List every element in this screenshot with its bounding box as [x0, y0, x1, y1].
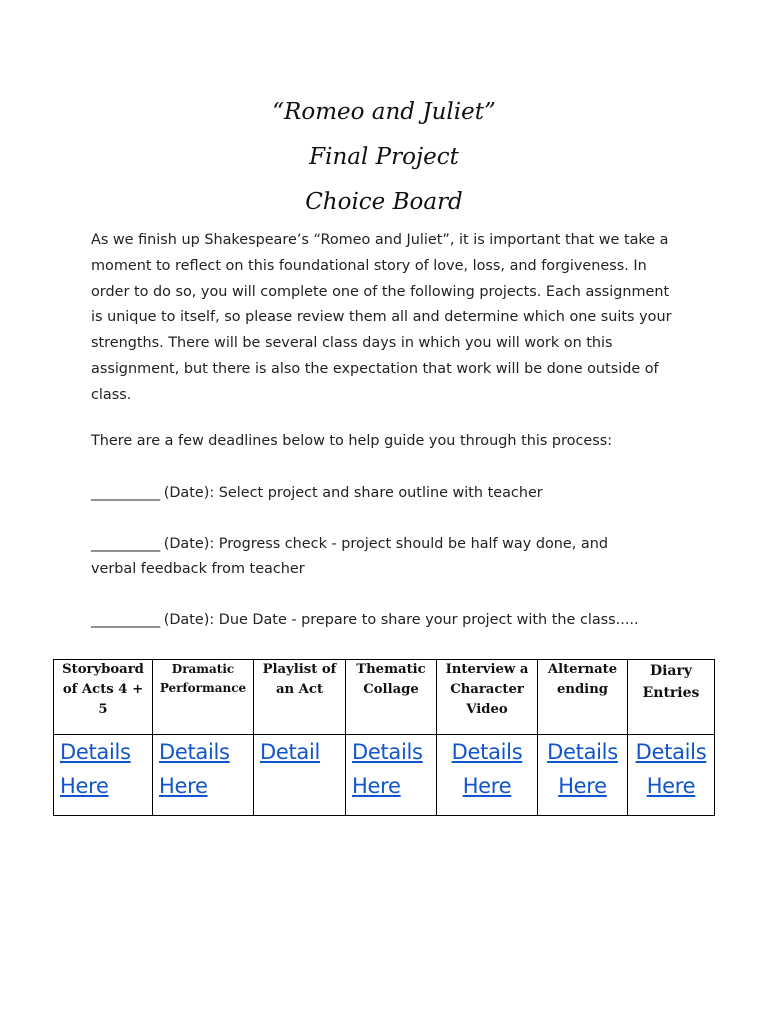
link-cell	[153, 735, 254, 816]
details-link-alternate-ending[interactable]	[547, 740, 618, 798]
header-text: Thematic	[356, 662, 426, 677]
link-cell	[54, 735, 153, 816]
header-text: Entries	[642, 685, 700, 701]
intro-line: moment to reflect on this foundational story of love, loss, and forgiveness. In	[91, 257, 647, 274]
details-link-diary-entries[interactable]	[636, 740, 707, 798]
deadline-text: (Date): Due Date - prepare to share your project with the class.....	[159, 612, 639, 628]
header-alternate-ending	[538, 660, 628, 735]
header-text: Storyboard	[62, 662, 144, 677]
table-link-row	[54, 735, 715, 816]
link-text: Details	[635, 740, 707, 764]
date-blank: ___________	[91, 612, 160, 628]
intro-line: assignment, but there is also the expectation that work will be done outside of	[91, 360, 659, 377]
link-cell	[628, 735, 715, 816]
details-link-thematic-collage[interactable]	[352, 740, 423, 798]
header-storyboard	[54, 660, 153, 735]
link-text: Details	[352, 740, 423, 764]
header-thematic-collage	[346, 660, 437, 735]
link-text: Here	[60, 774, 109, 798]
choice-board-table	[53, 659, 715, 816]
deadline-line	[91, 481, 691, 506]
link-cell	[538, 735, 628, 816]
link-cell	[346, 735, 437, 816]
header-text: Interview a	[445, 662, 529, 677]
header-text: an Act	[275, 682, 324, 697]
link-text: Here	[462, 774, 512, 798]
link-cell	[254, 735, 346, 816]
date-blank: ___________	[91, 485, 160, 501]
details-link-storyboard[interactable]	[60, 740, 131, 798]
document-title	[0, 90, 768, 225]
details-link-playlist[interactable]	[260, 740, 320, 764]
deadline-continuation: verbal feedback from teacher	[91, 561, 305, 577]
title-line-2: Final Project	[309, 144, 459, 170]
link-text: Details	[60, 740, 131, 764]
title-line-1: “Romeo and Juliet”	[272, 99, 496, 125]
deadline-text: (Date): Select project and share outline with teacher	[159, 485, 543, 501]
intro-line: class.	[91, 386, 132, 403]
link-text: Details	[451, 740, 523, 764]
header-text: Playlist of	[262, 662, 337, 677]
table-header-row	[54, 660, 715, 735]
deadline-item	[91, 481, 691, 506]
intro-line: strengths. There will be several class days in which you will work on this	[91, 335, 613, 352]
link-text: Here	[159, 774, 208, 798]
intro-line: order to do so, you will complete one of the following projects. Each assignment	[91, 283, 670, 300]
header-text: of Acts 4 + 5	[62, 682, 144, 717]
link-text: Details	[547, 740, 618, 764]
deadline-text: (Date): Progress check - project should be half way done, and	[159, 536, 608, 552]
header-text: Alternate	[547, 662, 618, 677]
header-text: ending	[556, 682, 609, 697]
header-text: Diary	[649, 663, 693, 679]
link-cell	[437, 735, 538, 816]
header-dramatic-performance	[153, 660, 254, 735]
intro-line: is unique to itself, so please review them all and determine which one suits your	[91, 309, 672, 326]
header-diary-entries	[628, 660, 715, 735]
deadline-line	[91, 608, 691, 633]
link-text: Here	[558, 774, 607, 798]
header-text: Collage	[363, 682, 419, 697]
header-playlist	[254, 660, 346, 735]
link-text: Detail	[260, 740, 321, 764]
deadlines-intro: There are a few deadlines below to help guide you through this process:	[91, 433, 613, 449]
link-text: Here	[352, 774, 401, 798]
header-text: Character	[450, 682, 524, 697]
details-link-interview-video[interactable]	[452, 740, 523, 798]
intro-line: As we finish up Shakespeare’s “Romeo and Juliet”, it is important that we take a	[91, 232, 669, 248]
header-text: Performance	[159, 681, 247, 695]
intro-paragraph	[91, 228, 691, 409]
header-text: Video	[466, 702, 508, 717]
deadline-item	[91, 608, 691, 633]
deadline-line	[91, 532, 691, 557]
header-interview-video	[437, 660, 538, 735]
link-text: Details	[159, 740, 230, 764]
date-blank: ___________	[91, 536, 160, 552]
details-link-dramatic-performance[interactable]	[159, 740, 230, 798]
title-line-3: Choice Board	[305, 189, 463, 215]
link-text: Here	[646, 774, 696, 798]
header-text: Dramatic	[171, 662, 235, 676]
deadline-item	[91, 532, 691, 582]
